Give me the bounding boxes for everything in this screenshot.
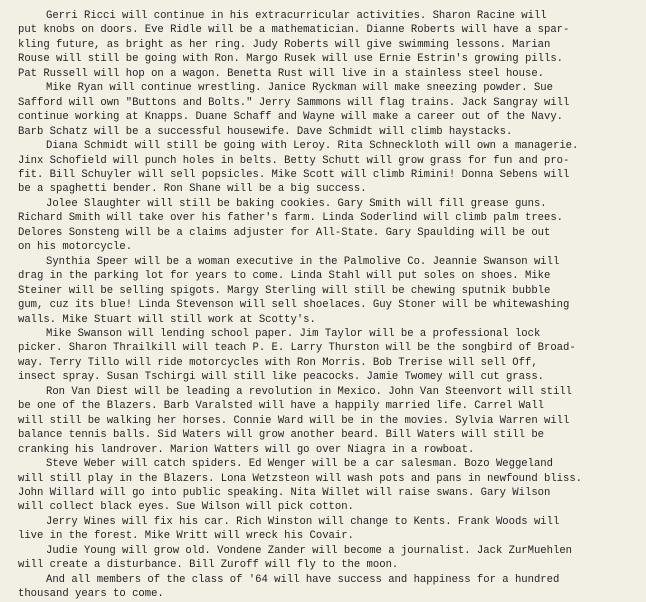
text-line: balance tennis balls. Sid Waters will grow another beard. Bill Waters will still be <box>18 429 544 442</box>
text-line: will still play in the Blazers. Lona Wetzsteon will wash pots and pans in newfound bliss. <box>18 472 583 485</box>
paragraph <box>18 573 638 602</box>
text-line: kling future, as bright as her ring. Judy Roberts will give swimming lessons. Marian <box>18 38 551 51</box>
text-line: Jinx Schofield will punch holes in belts. Betty Schutt will grow grass for fun and pro- <box>18 154 570 167</box>
paragraph <box>18 515 638 544</box>
paragraph <box>18 327 638 385</box>
text-line: will create a disturbance. Bill Zuroff will fly to the moon. <box>18 559 399 572</box>
text-line: John Willard will go into public speaking. Nita Willet will raise swans. Gary Wilson <box>18 486 551 499</box>
text-line: Delores Sonsteng will be a claims adjuster for All-State. Gary Spaulding will be out <box>18 226 551 239</box>
text-line: will collect black eyes. Sue Wilson will pick cotton. <box>18 501 354 514</box>
text-line: Gerri Ricci will continue in his extracurricular activities. Sharon Racine will <box>46 10 547 22</box>
text-line: put knobs on doors. Eve Ridle will be a mathematician. Dianne Roberts will have a spar- <box>18 24 570 37</box>
text-line: picker. Sharon Thrailkill will teach P. E. Larry Thurston will be the songbird of Broad- <box>18 342 576 355</box>
text-line: Mike Swanson will lending school paper. Jim Taylor will be a professional lock <box>46 327 541 340</box>
text-line: Steve Weber will catch spiders. Ed Wenger will be a car salesman. Bozo Weggeland <box>46 458 553 471</box>
text-line: Barb Schatz will be a successful housewife. Dave Schmidt will climb haystacks. <box>18 125 513 138</box>
paragraph <box>18 139 638 197</box>
text-line: will still be walking her horses. Connie Ward will be in the movies. Sylvia Warren will <box>18 414 570 427</box>
text-line: And all members of the class of '64 will have success and happiness for a hundred <box>46 573 560 586</box>
text-line: Pat Russell will hop on a wagon. Benetta Rust will live in a stainless steel house. <box>18 67 544 80</box>
text-line: thousand years to come. <box>18 588 164 601</box>
text-line: on his motorcycle. <box>18 241 133 254</box>
text-line: be one of the Blazers. Barb Varalsted will have a happily married life. Carrel Wall <box>18 400 544 413</box>
paragraph <box>18 385 638 457</box>
text-line: fit. Bill Schuyler will sell popsicles. Mike Scott will climb Rimini! Donna Sebens will <box>18 168 570 181</box>
text-line: Diana Schmidt will still be going with Leroy. Rita Schneckloth will own a managerie. <box>46 140 579 153</box>
paragraph <box>18 457 638 515</box>
paragraph <box>18 255 638 327</box>
paragraph <box>18 81 638 139</box>
text-line: continue working at Knapps. Duane Schaff and Wayne will make a career out of the Navy. <box>18 111 564 124</box>
text-line: gum, cuz its blue! Linda Stevenson will sell shoelaces. Guy Stoner will be whitewashing <box>18 299 570 312</box>
text-line: insect spray. Susan Tschirgi will still like peacocks. Jamie Twomey will cut grass. <box>18 371 544 384</box>
text-line: Judie Young will grow old. Vondene Zander will become a journalist. Jack ZurMuehlen <box>46 544 572 557</box>
text-line: Richard Smith will take over his father's farm. Linda Soderlind will climb palm trees. <box>18 212 564 225</box>
text-line: Jerry Wines will fix his car. Rich Winston will change to Kents. Frank Woods will <box>46 515 560 528</box>
text-line: Rouse will still be going with Ron. Margo Rusek will use Ernie Estrin's growing pills. <box>18 53 564 66</box>
text-line: be a spaghetti bender. Ron Shane will be a big success. <box>18 183 367 196</box>
text-line: live in the forest. Mike Writt will wreck his Covair. <box>18 530 354 543</box>
paragraph <box>18 9 638 81</box>
text-line: Ron Van Diest will be leading a revolution in Mexico. John Van Steenvort will still <box>46 385 572 398</box>
text-line: walls. Mike Stuart will still work at Scotty's. <box>18 313 316 326</box>
text-line: way. Terry Tillo will ride motorcycles with Ron Morris. Bob Trerise will sell Off, <box>18 356 538 369</box>
text-line: cranking his landrover. Marion Watters will go over Niagra in a rowboat. <box>18 443 475 456</box>
paragraph <box>18 197 638 255</box>
text-line: Safford will own "Buttons and Bolts." Jerry Sammons will flag trains. Jack Sangray will <box>18 96 570 109</box>
text-line: drag in the parking lot for years to come. Linda Stahl will put soles on shoes. Mike <box>18 270 551 283</box>
text-line: Synthia Speer will be a woman executive in the Palmolive Co. Jeannie Swanson will <box>46 255 560 268</box>
text-line: Jolee Slaughter will still be baking cookies. Gary Smith will fill grease guns. <box>46 197 547 210</box>
text-line: Mike Ryan will continue wrestling. Janice Ryckman will make sneezing powder. Sue <box>46 82 553 95</box>
paragraph <box>18 544 638 573</box>
text-line: Steiner will be selling spigots. Margy Sterling will still be chewing sputnik bubble <box>18 284 551 297</box>
document-body <box>18 9 638 602</box>
